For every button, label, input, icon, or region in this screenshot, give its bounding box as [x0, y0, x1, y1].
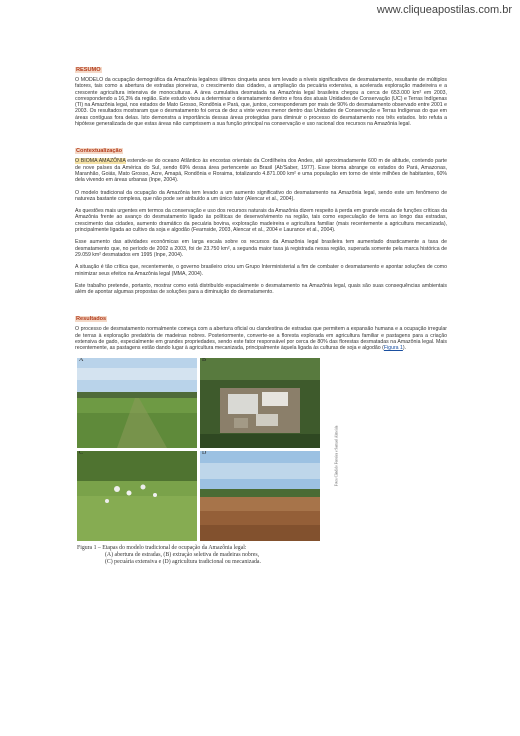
context-paragraph-6: Este trabalho pretende, portanto, mostrar como está distribuído espacialmente o desmatamento na Amazônia legal, quais são suas consequências ambientais além de apontar algumas propostas de soluções para a diminuição do desmatamento.: [75, 282, 447, 296]
pasture-photo-image: [77, 451, 197, 541]
panel-letter: C: [79, 450, 84, 456]
caption-line-2: (A) abertura de estradas, (B) extração seletiva de madeiras nobres,: [105, 551, 260, 558]
context-paragraph-4: Esse aumento das atividades econômicas em larga escala sobre os recursos da Amazônia legal brasileira tem aumentado drasticamente a taxa de desmatamento que, no período de 2002 a 2003, foi de 23.750 km², a segunda maior taxa já registrada nessa região, superada somente pela marca histórica de 29.059 km² desmatados em 1995 (Inpe, 2004).: [75, 239, 447, 258]
paragraph-lead: O BIOMA AMAZÔNIA: [75, 158, 126, 165]
sawmill-photo-image: [200, 358, 320, 448]
panel-letter: A: [79, 357, 84, 363]
photo-panel-a: [77, 358, 197, 448]
paragraph-end: ).: [402, 345, 407, 352]
photo-panel-c: [77, 451, 197, 541]
document-page: [75, 58, 447, 566]
figure-link[interactable]: Figura 1: [383, 345, 403, 352]
section-heading-resultados: Resultados: [76, 316, 107, 323]
section-heading-resumo: RESUMO: [76, 67, 101, 73]
road-photo-image: [77, 358, 197, 448]
figure-1: [77, 358, 347, 566]
caption-line-3: (C) pecuária extensiva e (D) agricultura tradicional ou mecanizada.: [105, 558, 261, 565]
context-paragraph-1: [75, 158, 447, 183]
caption-line-1: Figura 1 – Etapas do modelo tradicional de ocupação da Amazônia legal:: [77, 544, 247, 551]
panel-letter: D: [202, 450, 207, 456]
site-watermark: www.cliqueapostilas.com.br: [376, 4, 512, 16]
paragraph-body: estende-se do oceano Atlântico às encostas orientais da Cordilheira dos Andes, até aproximadamente 600 m de altitude, contendo parte de nove países da América do Sul, sendo 69% dessa área pertencente ao Brasil (Ab'Saber, 1977). Esse bioma abrange os estados do Pará, Amazonas, Maranhão, Goiás, Mato Grosso, Acre, Amapá, Rondônia e Roraima, totalizando 4.871.000 km² e uma população em torno de vinte milhões de habitantes, 60% dela vivendo em áreas urbanas (Inpe, 2004).: [75, 158, 447, 184]
figure-caption: [77, 545, 347, 566]
panel-letter: B: [202, 357, 207, 363]
context-paragraph-2: O modelo tradicional da ocupação da Amazônia tem levado a um aumento significativo do desmatamento na Amazônia legal, sendo este um fenômeno de natureza bastante complexa, que não pode ser atribuído a um único fator (Alencar et al., 2004).: [75, 189, 447, 202]
section-heading-contextualizacao: Contextualização: [76, 148, 123, 155]
photo-panel-d: [200, 451, 320, 541]
results-paragraph-1: [75, 326, 447, 351]
paragraph-body: O processo de desmatamento normalmente começa com a abertura oficial ou clandestina de estradas que permitem a expansão humana e a ocupação irregular de terras à exploração predatória de madeiras nobres. Posteriormente, converte-se a floresta explorada em agricultura familiar e pastagens para a criação extensiva de gado, especialmente em grandes propriedades, sendo este fator responsável por cerca de 80% das florestas desmatadas na Amazônia legal. Mais recentemente, as pastagens estão dando lugar à agricultura mecanizada, principalmente àquela ligada às culturas de soja e algodão (: [75, 326, 447, 352]
cropland-photo-image: [200, 451, 320, 541]
resumo-paragraph: O MODELO da ocupação demográfica da Amazônia legalnos últimos cinqueta anos tem levado a níveis significativos de desmatamento, resultante de múltiplos fatores, tais como a abertura de estradas pioneiras, o crescimento das cidades, a ampliação da pecuária extensiva, a acelerada exploração madeireira e a crescente agricultura intensiva de monoculturas. A área cumulativa desmatada na Amazônia legal brasileira chegou a cerca de 653.000 km² em 2003, correspondendo a 16,3% da região. Este estudo visou a determinar o desmatamento dentro e fora dos atuais Unidades de Conservação (UC) e Terras Indígenas (TI) na Amazônia legal, nos estados de Mato Grosso, Rondônia e Pará, que, juntos, corresponderam por mais de 90% do desmatamento observado entre 2001 e 2003. Os resultados mostraram que o desmatamento foi cerca de dez a vinte vezes menor dentro das Unidades de Conservação e Terras Indígenas do que em áreas contíguas fora delas. Isto demonstra a importância dessas áreas protegidas para diminuir o processo do desmatamento nos três estados. Isto refuta a hipótese generalizada de que estas áreas não cumprissem a sua função principal na conservação e uso racional dos recursos na Amazônia legal.: [75, 77, 447, 128]
context-paragraph-5: A situação é tão crítica que, recentemente, o governo brasileiro criou um Grupo Interministerial a fim de combater o desmatamento e apontar soluções de como minimizar seus efeitos na Amazônia legal (MMA, 2004).: [75, 264, 447, 277]
photo-panel-b: [200, 358, 320, 448]
photo-credit: Fotos Cândido Ferreira e Samuel Almeida: [334, 425, 339, 486]
context-paragraph-3: As questões mais urgentes em termos da conservação e uso dos recursos naturais da Amazônia dizem respeito à perda em grande escala de funções críticas da Amazônia frente ao avanço do desmatamento ligado às políticas de desenvolvimento na região, tais como especulação de terra ao longo das estradas, crescimento das cidades, aumento dramático da pecuária bovina, exploração madeireira e agricultura familiar (mais recentemente a agricultura mecanizada), principalmente ligada ao cultivo da soja e algodão (Fearnside, 2003, Alencar et al., 2004 e Laurance et al., 2004).: [75, 208, 447, 234]
